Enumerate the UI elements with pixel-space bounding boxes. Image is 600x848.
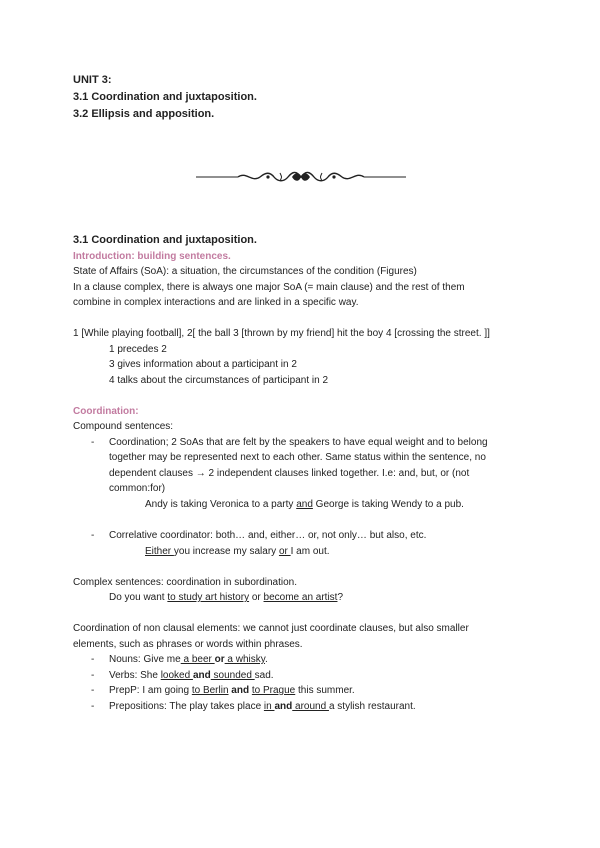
intro-heading: Introduction: building sentences.: [73, 251, 231, 262]
coordinator-underlined: or: [278, 546, 291, 557]
bullet-dash: -: [91, 530, 95, 541]
phrase-underlined: to Berlin: [191, 685, 229, 696]
example-text: I am out.: [290, 546, 330, 557]
coordinator-bold: or: [214, 654, 225, 665]
coordinator-underlined: Either: [145, 546, 174, 557]
coordination-bullet-line-2: together may be represented next to each other. Same status within the sentence, no: [109, 452, 486, 463]
coordinator-bold: and: [228, 685, 252, 696]
coordinator-underlined: and: [296, 499, 313, 510]
nouns-item: [109, 653, 268, 667]
item-text: Prepositions: The play takes place: [109, 701, 264, 712]
nonclausal-line-1: Coordination of non clausal elements: we cannot just coordinate clauses, but also smaller: [73, 623, 469, 634]
bullet-dash: -: [91, 437, 95, 448]
clause-complex-line-1: In a clause complex, there is always one major SoA (= main clause) and the rest of them: [73, 282, 465, 293]
correlative-bullet: Correlative coordinator: both… and, either… or, not only… but also, etc.: [109, 530, 427, 541]
note-2: 3 gives information about a participant in 2: [109, 359, 297, 370]
coordination-bullet-line-1: Coordination; 2 SoAs that are felt by the speakers to have equal weight and to belong: [109, 437, 488, 448]
item-text: sad.: [254, 670, 274, 681]
phrase-underlined: a beer: [180, 654, 215, 665]
phrase-underlined: sounded: [210, 670, 255, 681]
phrase-underlined: looked: [160, 670, 193, 681]
item-text: a stylish restaurant.: [328, 701, 416, 712]
bullet-dash: -: [91, 701, 95, 712]
item-text: Verbs: She: [109, 670, 161, 681]
topic-2-title: 3.2 Ellipsis and apposition.: [73, 108, 215, 120]
complex-sentences-label: Complex sentences: coordination in subordination.: [73, 577, 298, 588]
example-text: you increase my salary: [173, 546, 279, 557]
example-text: Andy is taking Veronica to a party: [145, 499, 297, 510]
phrase-underlined: to Prague: [251, 685, 296, 696]
ornamental-divider-icon: [196, 168, 406, 186]
example-either-or: [145, 545, 330, 559]
prepositions-item: [109, 700, 416, 714]
coordination-bullet-line-4: common:for): [109, 483, 166, 494]
example-text: ?: [337, 592, 344, 603]
clause-complex-line-2: combine in complex interactions and are linked in a specific way.: [73, 297, 359, 308]
note-3: 4 talks about the circumstances of participant in 2: [109, 375, 329, 386]
topic-1-title: 3.1 Coordination and juxtaposition.: [73, 91, 257, 103]
section-title: 3.1 Coordination and juxtaposition.: [73, 234, 257, 246]
note-1: 1 precedes 2: [109, 344, 167, 355]
coordinator-bold: and: [274, 701, 293, 712]
verbs-item: [109, 669, 274, 683]
unit-title: UNIT 3:: [73, 74, 112, 86]
item-text: this summer.: [295, 685, 355, 696]
coordination-bullet-line-3: dependent clauses → 2 independent clauses linked together. I.e: and, but, or (not: [109, 468, 470, 479]
example-art-history: [109, 591, 343, 605]
example-sentence: 1 [While playing football], 2[ the ball 3 [thrown by my friend] hit the boy 4 [crossing the street. ]]: [73, 328, 490, 339]
coordinator-bold: and: [192, 670, 211, 681]
coordination-heading: Coordination:: [73, 406, 139, 417]
bullet-dash: -: [91, 685, 95, 696]
prepp-item: [109, 684, 355, 698]
phrase-underlined: around: [292, 701, 329, 712]
soa-definition: State of Affairs (SoA): a situation, the circumstances of the condition (Figures): [73, 266, 417, 277]
example-andy: [145, 498, 464, 512]
item-text: Nouns: Give me: [109, 654, 181, 665]
phrase-underlined: to study art history: [167, 592, 250, 603]
bullet-dash: -: [91, 654, 95, 665]
compound-sentences-label: Compound sentences:: [73, 421, 174, 432]
item-text: .: [265, 654, 268, 665]
phrase-underlined: become an artist: [263, 592, 338, 603]
phrase-underlined: in: [263, 701, 275, 712]
example-text: Do you want: [109, 592, 168, 603]
item-text: PrepP: I am going: [109, 685, 192, 696]
phrase-underlined: a whisky: [224, 654, 266, 665]
nonclausal-line-2: elements, such as phrases or words within phrases.: [73, 639, 303, 650]
example-text: or: [249, 592, 264, 603]
bullet-dash: -: [91, 670, 95, 681]
example-text: George is taking Wendy to a pub.: [312, 499, 464, 510]
